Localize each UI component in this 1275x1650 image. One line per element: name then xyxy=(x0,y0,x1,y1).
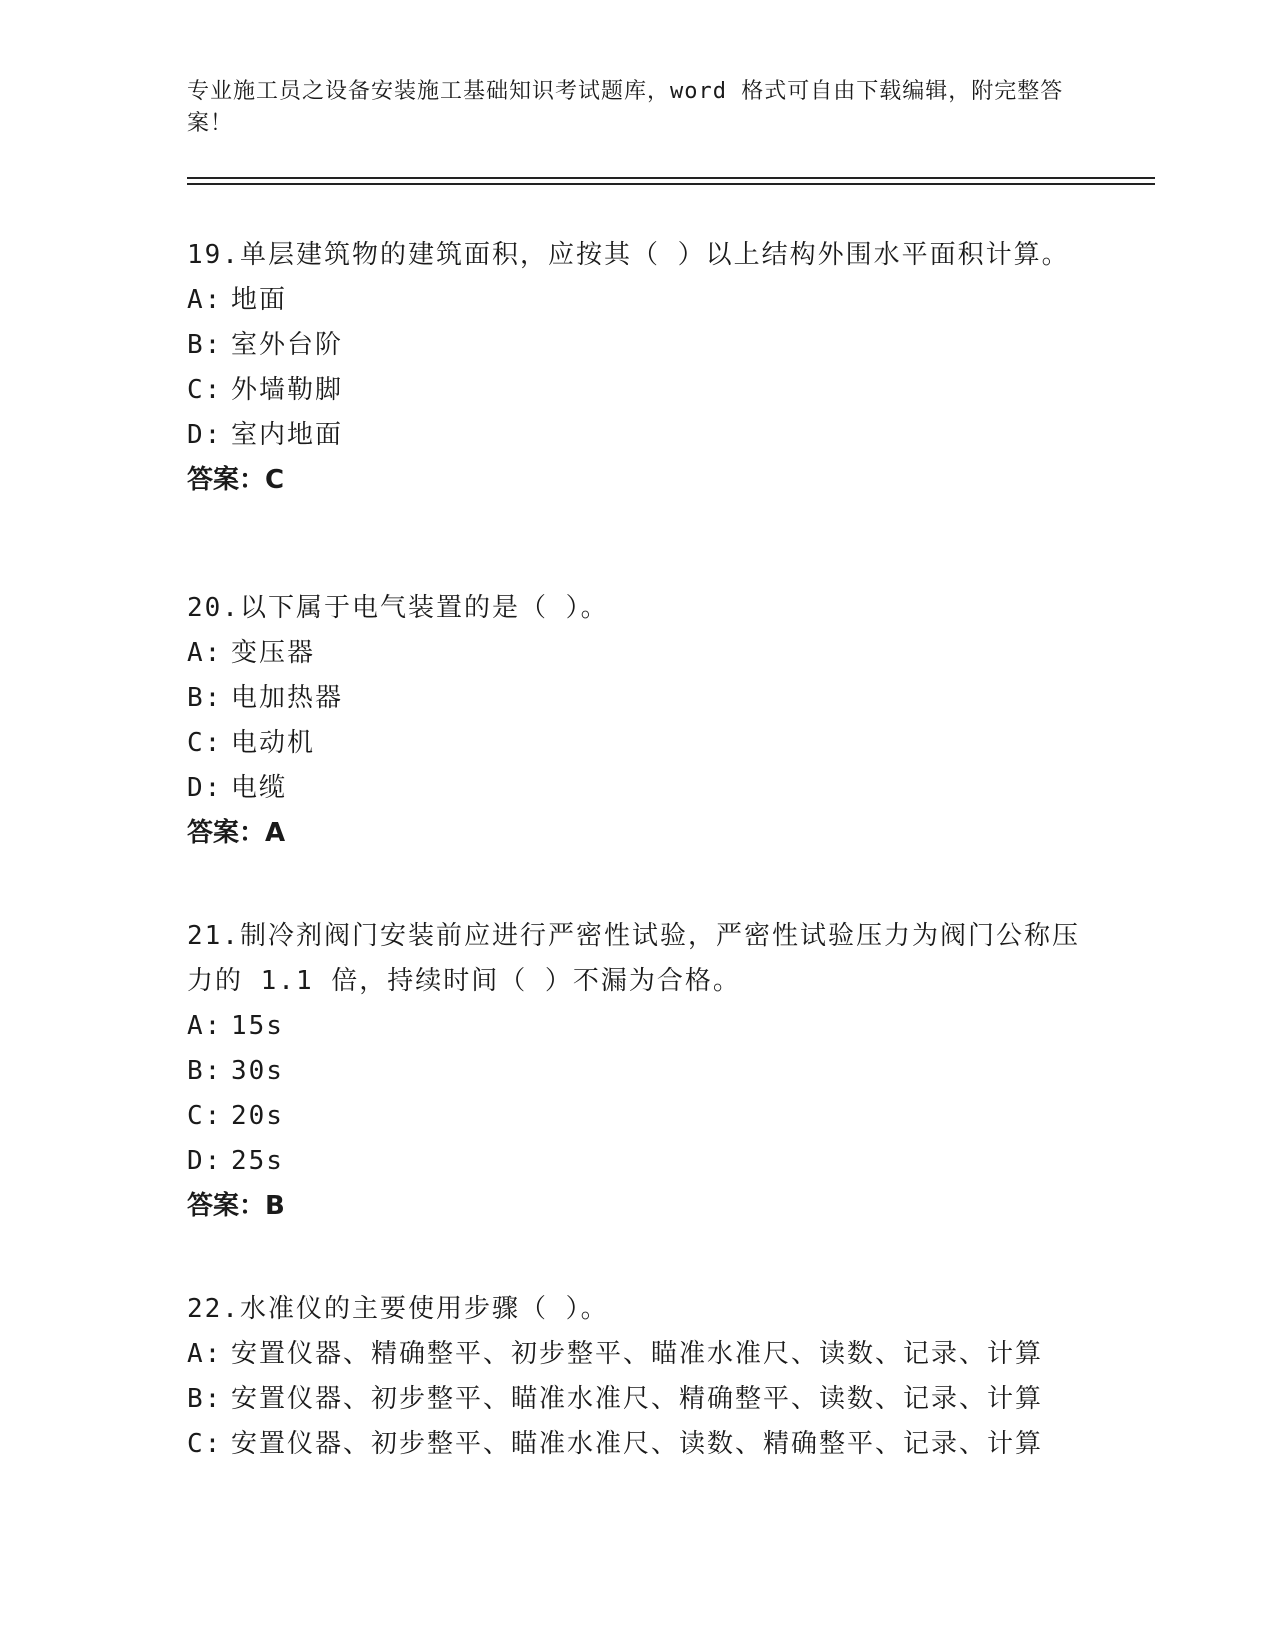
option-d: D: 室内地面 xyxy=(187,420,344,450)
option-c: C: 电动机 xyxy=(187,728,316,758)
answer: 答案：C xyxy=(187,465,285,495)
option-d: D: 电缆 xyxy=(187,773,288,803)
question-stem: 19.单层建筑物的建筑面积，应按其（ ）以上结构外围水平面积计算。 xyxy=(187,240,1070,270)
header-divider-bottom xyxy=(187,183,1155,185)
option-a: A: 安置仪器、精确整平、初步整平、瞄准水准尺、读数、记录、计算 xyxy=(187,1339,1044,1369)
question-stem: 22.水准仪的主要使用步骤（ ）。 xyxy=(187,1294,609,1324)
question-19 xyxy=(187,233,1087,503)
option-c: C: 安置仪器、初步整平、瞄准水准尺、读数、精确整平、记录、计算 xyxy=(187,1429,1044,1459)
option-a: A: 变压器 xyxy=(187,638,316,668)
question-20 xyxy=(187,586,1087,856)
answer: 答案：B xyxy=(187,1191,285,1221)
header-divider-top xyxy=(187,177,1155,179)
answer: 答案：A xyxy=(187,818,286,848)
option-c: C: 20s xyxy=(187,1101,284,1131)
option-c: C: 外墙勒脚 xyxy=(187,375,344,405)
question-stem: 21.制冷剂阀门安装前应进行严密性试验，严密性试验压力为阀门公称压力的 1.1 倍，持续时间（ ）不漏为合格。 xyxy=(187,921,1080,996)
question-22 xyxy=(187,1287,1087,1467)
option-d: D: 25s xyxy=(187,1146,284,1176)
option-b: B: 电加热器 xyxy=(187,683,344,713)
option-a: A: 15s xyxy=(187,1011,284,1041)
option-b: B: 30s xyxy=(187,1056,284,1086)
question-21 xyxy=(187,914,1087,1229)
option-b: B: 安置仪器、初步整平、瞄准水准尺、精确整平、读数、记录、计算 xyxy=(187,1384,1044,1414)
document-header-intro: 专业施工员之设备安装施工基础知识考试题库，word 格式可自由下载编辑，附完整答案！ xyxy=(187,79,1064,136)
option-b: B: 室外台阶 xyxy=(187,330,344,360)
option-a: A: 地面 xyxy=(187,285,288,315)
question-stem: 20.以下属于电气装置的是（ ）。 xyxy=(187,593,609,623)
